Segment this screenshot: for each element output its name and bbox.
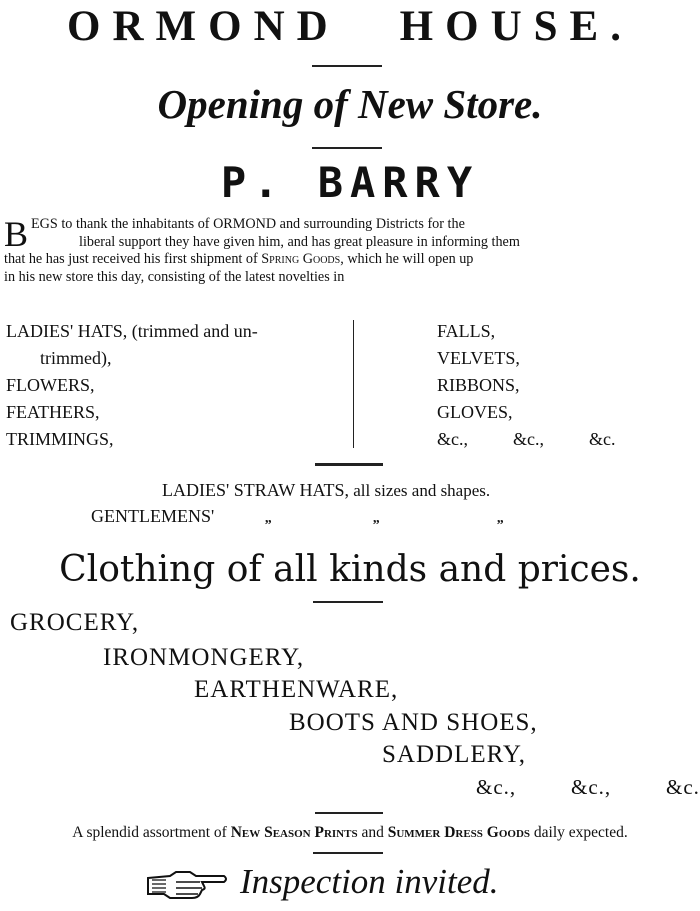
pointing-hand-icon — [146, 868, 228, 902]
list-item: trimmed), — [40, 348, 112, 368]
ditto-mark: „ — [264, 511, 272, 526]
divider-rule — [315, 463, 383, 466]
subtitle-opening: Opening of New Store. — [157, 81, 543, 127]
intro-paragraph — [4, 216, 692, 286]
inspection-invited: Inspection invited. — [240, 862, 499, 901]
divider-rule — [313, 601, 383, 603]
store-title — [0, 2, 700, 51]
divider-rule — [312, 147, 382, 149]
column-divider — [353, 320, 354, 448]
prints-summer-dress: Summer Dress Goods — [387, 824, 531, 841]
intro-line: that he has just received his first shipment of — [4, 251, 262, 267]
prints-text: daily expected. — [530, 824, 628, 841]
left-goods-list — [6, 318, 258, 453]
gentlemens-label: GENTLEMENS' — [91, 506, 215, 526]
goods-ironmongery: IRONMONGERY, — [103, 644, 305, 671]
intro-spring-goods: Spring Goods — [261, 251, 341, 267]
etc-text: &c., — [571, 775, 612, 799]
list-item: LADIES' HATS, (trimmed and un- — [6, 321, 258, 341]
list-item: FEATHERS, — [6, 402, 100, 422]
drop-cap: B — [4, 214, 29, 254]
straw-hats-ladies — [162, 480, 490, 501]
proprietor-name: P. BARRY — [220, 158, 480, 207]
prints-notice — [0, 824, 700, 842]
list-item: GLOVES, — [437, 402, 513, 422]
goods-grocery: GROCERY, — [10, 609, 140, 636]
prints-text: and — [357, 824, 388, 841]
title-word-house: HOUSE. — [399, 3, 633, 50]
intro-line: , which he will open up — [340, 251, 474, 267]
divider-rule — [313, 852, 383, 854]
straw-rest: all sizes and shapes. — [348, 481, 491, 500]
etc-text: &c. — [666, 775, 700, 799]
prints-new-season: New Season Prints — [230, 824, 358, 841]
intro-line: EGS to thank the inhabitants of ORMOND and surrounding Districts for the — [31, 216, 465, 232]
goods-etc — [476, 775, 700, 800]
etc-text: &c., — [476, 775, 517, 799]
list-item: RIBBONS, — [437, 375, 520, 395]
intro-line: liberal support they have given him, and has great pleasure in informing them — [79, 233, 520, 250]
intro-line: in his new store this day, consisting of the latest novelties in — [4, 268, 345, 285]
list-item: TRIMMINGS, — [6, 429, 114, 449]
title-word-ormond: ORMOND — [67, 3, 340, 50]
clothing-heading: Clothing of all kinds and prices. — [59, 549, 641, 590]
goods-earthenware: EARTHENWARE, — [194, 676, 399, 703]
straw-caps: LADIES' STRAW HATS, — [162, 480, 349, 500]
straw-hats-gentlemen — [91, 506, 570, 527]
list-item: VELVETS, — [437, 348, 520, 368]
etc-text: &c., — [513, 429, 544, 449]
goods-saddlery: SADDLERY, — [382, 741, 526, 768]
list-item: FLOWERS, — [6, 375, 95, 395]
list-item: FALLS, — [437, 321, 496, 341]
ditto-mark: „ — [372, 511, 380, 526]
prints-text: A splendid assortment of — [72, 824, 231, 841]
ditto-mark: „ — [496, 511, 504, 526]
etc-text: &c., — [437, 429, 468, 449]
right-goods-list — [437, 318, 665, 453]
divider-rule — [312, 65, 382, 67]
divider-rule — [315, 812, 383, 814]
goods-boots-shoes: BOOTS AND SHOES, — [289, 709, 538, 736]
list-item-etc — [437, 426, 665, 453]
etc-text: &c. — [589, 429, 616, 449]
